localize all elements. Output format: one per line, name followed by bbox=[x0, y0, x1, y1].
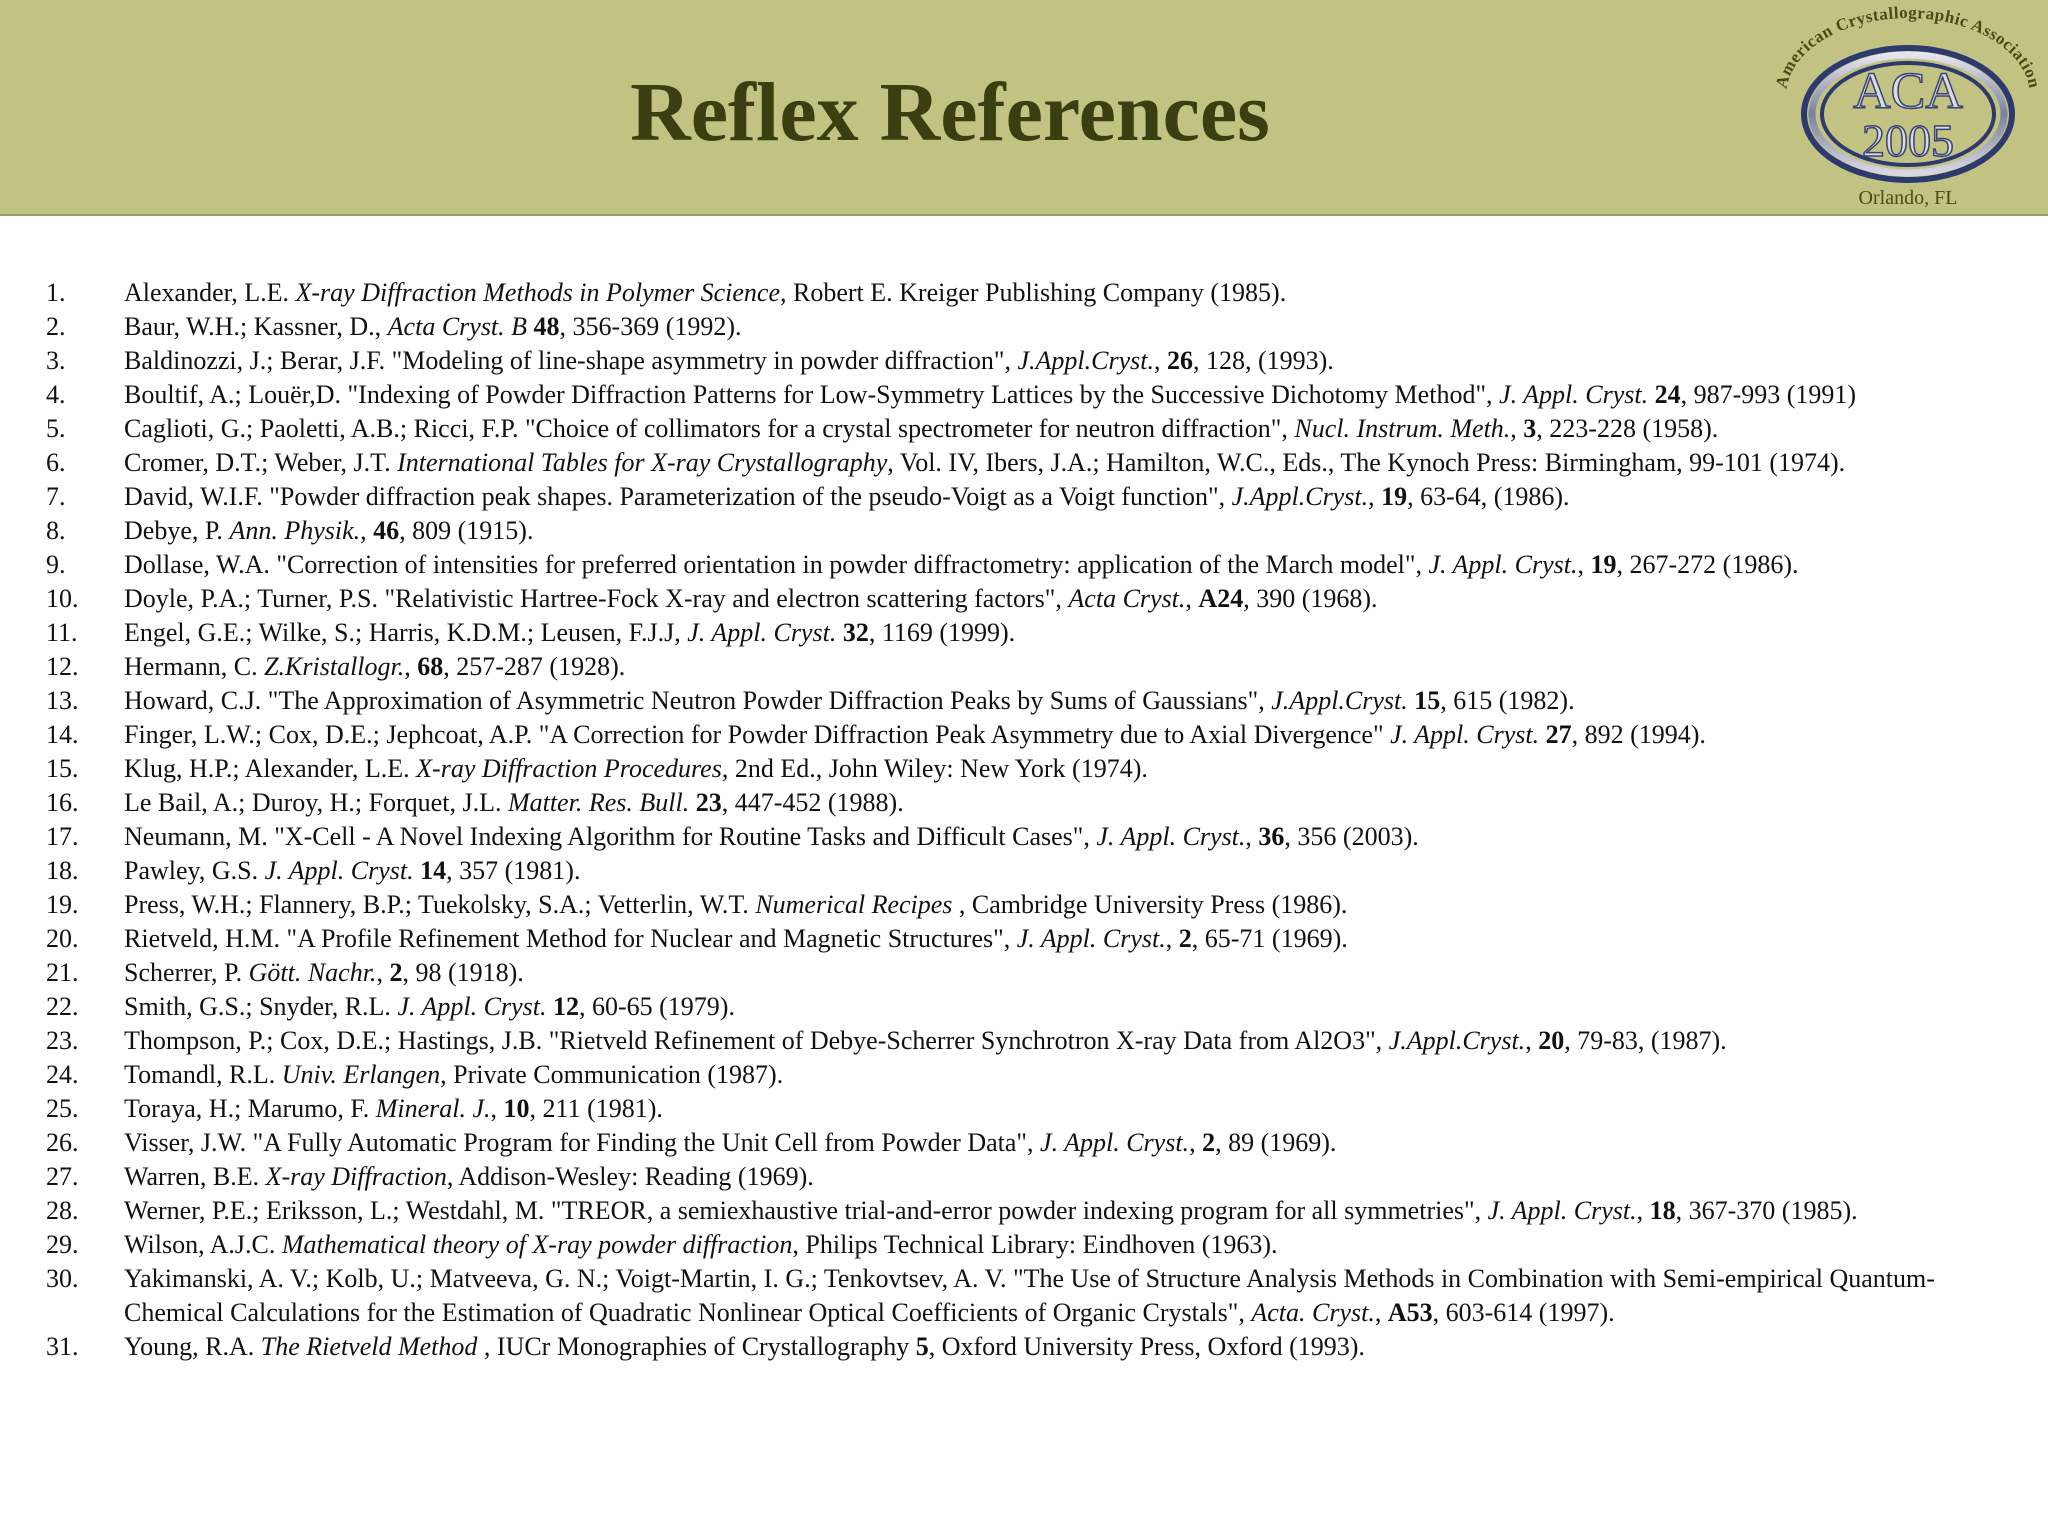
reference-number: 29. bbox=[46, 1230, 79, 1259]
reference-text: , 390 (1968). bbox=[1243, 584, 1378, 613]
reference-italic-text: Acta. Cryst. bbox=[1251, 1298, 1375, 1327]
reference-text: , bbox=[1245, 822, 1259, 851]
reference-volume: A24 bbox=[1198, 584, 1244, 613]
reference-text: Alexander, L.E. bbox=[124, 278, 296, 307]
reference-italic-text: J. Appl. Cryst. bbox=[687, 618, 837, 647]
reference-number: 16. bbox=[46, 788, 79, 817]
reference-volume: 68 bbox=[417, 652, 444, 681]
reference-italic-text: Acta Cryst. bbox=[1068, 584, 1186, 613]
reference-text: , 60-65 (1979). bbox=[578, 992, 735, 1021]
logo-location-text: Orlando, FL bbox=[1858, 187, 1958, 209]
reference-text: , Oxford University Press, Oxford (1993). bbox=[928, 1332, 1365, 1361]
reference-text: Klug, H.P.; Alexander, L.E. bbox=[124, 754, 417, 783]
reference-item bbox=[0, 616, 2048, 650]
reference-item bbox=[0, 990, 2048, 1024]
reference-text: , 603-614 (1997). bbox=[1432, 1298, 1615, 1327]
reference-number: 21. bbox=[46, 958, 79, 987]
reference-text: Dollase, W.A. "Correction of intensities for preferred orientation in powder diffractometry: application of the March model", bbox=[124, 550, 1429, 579]
reference-volume: 5 bbox=[915, 1332, 929, 1361]
reference-text: , bbox=[1510, 414, 1524, 443]
reference-text: Baur, W.H.; Kassner, D., bbox=[124, 312, 388, 341]
reference-italic-text: Gött. Nachr. bbox=[248, 958, 377, 987]
reference-number: 24. bbox=[46, 1060, 79, 1089]
reference-volume: 20 bbox=[1538, 1026, 1565, 1055]
reference-italic-text: J. Appl. Cryst. bbox=[1499, 380, 1649, 409]
reference-italic-text: Mineral. J. bbox=[375, 1094, 491, 1123]
logo-year-text: 2005 bbox=[1862, 115, 1954, 166]
reference-number: 4. bbox=[46, 380, 66, 409]
reference-text: , 79-83, (1987). bbox=[1564, 1026, 1727, 1055]
reference-number: 7. bbox=[46, 482, 66, 511]
reference-text: Le Bail, A.; Duroy, H.; Forquet, J.L. bbox=[124, 788, 508, 817]
reference-number: 15. bbox=[46, 754, 79, 783]
reference-text: Smith, G.S.; Snyder, R.L. bbox=[124, 992, 398, 1021]
reference-text: David, W.I.F. "Powder diffraction peak shapes. Parameterization of the pseudo-Voigt as a Voigt function", bbox=[124, 482, 1232, 511]
reference-number: 18. bbox=[46, 856, 79, 885]
reference-volume: 36 bbox=[1258, 822, 1285, 851]
reference-volume: 12 bbox=[552, 992, 579, 1021]
reference-text: Thompson, P.; Cox, D.E.; Hastings, J.B. "Rietveld Refinement of Debye-Scherrer Synchrotron X-ray Data from Al2O3", bbox=[124, 1026, 1389, 1055]
reference-italic-text: International Tables for X-ray Crystallography bbox=[397, 448, 888, 477]
reference-item bbox=[0, 548, 2048, 582]
reference-text: Howard, C.J. "The Approximation of Asymmetric Neutron Powder Diffraction Peaks by Sums of Gaussians", bbox=[124, 686, 1272, 715]
reference-text: , 809 (1915). bbox=[399, 516, 534, 545]
reference-text: , 367-370 (1985). bbox=[1675, 1196, 1858, 1225]
reference-volume: 24 bbox=[1654, 380, 1681, 409]
reference-item bbox=[0, 378, 2048, 412]
reference-number: 19. bbox=[46, 890, 79, 919]
reference-italic-text: J. Appl. Cryst. bbox=[1390, 720, 1540, 749]
reference-volume: 46 bbox=[373, 516, 400, 545]
reference-number: 11. bbox=[46, 618, 78, 647]
reference-volume: 15 bbox=[1414, 686, 1441, 715]
logo-arc-text: American Crystallographic Association bbox=[1771, 6, 2045, 91]
reference-text: , Vol. IV, Ibers, J.A.; Hamilton, W.C., Eds., The Kynoch Press: Birmingham, 99-101 (1974). bbox=[887, 448, 1846, 477]
reference-number: 28. bbox=[46, 1196, 79, 1225]
reference-text: Hermann, C. bbox=[124, 652, 265, 681]
reference-text: , bbox=[1153, 346, 1167, 375]
reference-text: Boultif, A.; Louër,D. "Indexing of Powder Diffraction Patterns for Low-Symmetry Lattices by the Successive Dichotomy Method", bbox=[124, 380, 1500, 409]
reference-item bbox=[0, 1228, 2048, 1262]
reference-text: , 89 (1969). bbox=[1215, 1128, 1337, 1157]
reference-item bbox=[0, 344, 2048, 378]
reference-number: 26. bbox=[46, 1128, 79, 1157]
reference-volume: A53 bbox=[1387, 1298, 1433, 1327]
reference-number: 8. bbox=[46, 516, 66, 545]
reference-item bbox=[0, 310, 2048, 344]
reference-text: , IUCr Monographies of Crystallography bbox=[477, 1332, 916, 1361]
reference-number: 5. bbox=[46, 414, 66, 443]
reference-number: 13. bbox=[46, 686, 79, 715]
reference-italic-text: Univ. Erlangen bbox=[281, 1060, 441, 1089]
reference-volume: 2 bbox=[1202, 1128, 1216, 1157]
reference-text: , 987-993 (1991) bbox=[1680, 380, 1857, 409]
reference-text: Engel, G.E.; Wilke, S.; Harris, K.D.M.; Leusen, F.J.J, bbox=[124, 618, 688, 647]
reference-text: , bbox=[1577, 550, 1591, 579]
reference-text: , 2nd Ed., John Wiley: New York (1974). bbox=[721, 754, 1148, 783]
reference-number: 17. bbox=[46, 822, 79, 851]
reference-item bbox=[0, 514, 2048, 548]
reference-number: 10. bbox=[46, 584, 79, 613]
reference-text: Scherrer, P. bbox=[124, 958, 249, 987]
reference-text: , 357 (1981). bbox=[446, 856, 581, 885]
title-banner bbox=[0, 0, 2048, 216]
reference-text: , Philips Technical Library: Eindhoven (1963). bbox=[792, 1230, 1278, 1259]
reference-text: , bbox=[1525, 1026, 1539, 1055]
reference-text: , 63-64, (1986). bbox=[1407, 482, 1570, 511]
reference-item bbox=[0, 922, 2048, 956]
reference-number: 31. bbox=[46, 1332, 79, 1361]
reference-item bbox=[0, 1024, 2048, 1058]
reference-item bbox=[0, 752, 2048, 786]
reference-number: 3. bbox=[46, 346, 66, 375]
reference-item bbox=[0, 820, 2048, 854]
reference-text: , 257-287 (1928). bbox=[443, 652, 626, 681]
reference-text: , 447-452 (1988). bbox=[721, 788, 904, 817]
reference-text: , bbox=[376, 958, 390, 987]
reference-item bbox=[0, 888, 2048, 922]
reference-item bbox=[0, 1058, 2048, 1092]
reference-italic-text: J. Appl. Cryst. bbox=[1487, 1196, 1637, 1225]
reference-number: 25. bbox=[46, 1094, 79, 1123]
reference-text: Caglioti, G.; Paoletti, A.B.; Ricci, F.P. "Choice of collimators for a crystal spectrometer for neutron diffraction", bbox=[124, 414, 1295, 443]
reference-text: Rietveld, H.M. "A Profile Refinement Method for Nuclear and Magnetic Structures", bbox=[124, 924, 1017, 953]
reference-text: , Robert E. Kreiger Publishing Company (1985). bbox=[780, 278, 1287, 307]
reference-text: , bbox=[404, 652, 418, 681]
reference-text: , Private Communication (1987). bbox=[440, 1060, 784, 1089]
reference-text: , 615 (1982). bbox=[1440, 686, 1575, 715]
reference-text: Doyle, P.A.; Turner, P.S. "Relativistic Hartree-Fock X-ray and electron scattering factors", bbox=[124, 584, 1069, 613]
reference-item bbox=[0, 412, 2048, 446]
reference-number: 12. bbox=[46, 652, 79, 681]
reference-italic-text: J. Appl. Cryst. bbox=[1428, 550, 1578, 579]
reference-italic-text: J.Appl.Cryst. bbox=[1388, 1026, 1526, 1055]
reference-volume: 10 bbox=[503, 1094, 530, 1123]
reference-italic-text: The Rietveld Method bbox=[260, 1332, 478, 1361]
reference-item bbox=[0, 480, 2048, 514]
logo-aca-text: ACA bbox=[1853, 63, 1963, 120]
reference-number: 20. bbox=[46, 924, 79, 953]
reference-italic-text: X-ray Diffraction Methods in Polymer Science bbox=[295, 278, 780, 307]
reference-italic-text: Matter. Res. Bull. bbox=[507, 788, 690, 817]
reference-italic-text: Numerical Recipes bbox=[755, 890, 953, 919]
reference-text: Baldinozzi, J.; Berar, J.F. "Modeling of line-shape asymmetry in powder diffraction", bbox=[124, 346, 1018, 375]
reference-italic-text: J.Appl.Cryst. bbox=[1017, 346, 1154, 375]
reference-italic-text: J. Appl. Cryst. bbox=[1016, 924, 1166, 953]
reference-item bbox=[0, 854, 2048, 888]
reference-volume: 18 bbox=[1649, 1196, 1676, 1225]
reference-number: 1. bbox=[46, 278, 66, 307]
reference-volume: 32 bbox=[842, 618, 869, 647]
reference-italic-text: Acta Cryst. B bbox=[387, 312, 528, 341]
reference-text: , bbox=[1165, 924, 1179, 953]
reference-item bbox=[0, 650, 2048, 684]
reference-text: , bbox=[1189, 1128, 1203, 1157]
reference-number: 27. bbox=[46, 1162, 79, 1191]
reference-text: , 65-71 (1969). bbox=[1191, 924, 1348, 953]
reference-item bbox=[0, 1126, 2048, 1160]
reference-item bbox=[0, 786, 2048, 820]
reference-volume: 2 bbox=[389, 958, 403, 987]
reference-volume: 48 bbox=[533, 312, 560, 341]
page-title: Reflex References bbox=[630, 66, 1270, 159]
reference-volume: 2 bbox=[1178, 924, 1192, 953]
reference-volume: 23 bbox=[695, 788, 722, 817]
reference-text: , Addison-Wesley: Reading (1969). bbox=[446, 1162, 814, 1191]
reference-italic-text: Nucl. Instrum. Meth. bbox=[1294, 414, 1511, 443]
reference-number: 2. bbox=[46, 312, 66, 341]
reference-number: 22. bbox=[46, 992, 79, 1021]
reference-text: Tomandl, R.L. bbox=[124, 1060, 282, 1089]
reference-italic-text: X-ray Diffraction bbox=[265, 1162, 447, 1191]
reference-italic-text: X-ray Diffraction Procedures bbox=[416, 754, 722, 783]
reference-text: Young, R.A. bbox=[124, 1332, 261, 1361]
reference-text: , bbox=[1185, 584, 1199, 613]
reference-text: Finger, L.W.; Cox, D.E.; Jephcoat, A.P. "A Correction for Powder Diffraction Peak Asymmetry due to Axial Divergence" bbox=[124, 720, 1391, 749]
reference-item bbox=[0, 956, 2048, 990]
reference-text: Press, W.H.; Flannery, B.P.; Tuekolsky, S.A.; Vetterlin, W.T. bbox=[124, 890, 756, 919]
reference-item bbox=[0, 1160, 2048, 1194]
reference-volume: 27 bbox=[1545, 720, 1572, 749]
reference-list bbox=[0, 276, 2048, 1364]
reference-text: , 98 (1918). bbox=[402, 958, 524, 987]
reference-volume: 26 bbox=[1166, 346, 1193, 375]
reference-italic-text: J.Appl.Cryst. bbox=[1271, 686, 1408, 715]
reference-text: Debye, P. bbox=[124, 516, 230, 545]
reference-number: 14. bbox=[46, 720, 79, 749]
reference-text: Toraya, H.; Marumo, F. bbox=[124, 1094, 376, 1123]
reference-text: , 267-272 (1986). bbox=[1616, 550, 1799, 579]
reference-text: , Cambridge University Press (1986). bbox=[952, 890, 1348, 919]
reference-item bbox=[0, 684, 2048, 718]
reference-text: Visser, J.W. "A Fully Automatic Program for Finding the Unit Cell from Powder Data", bbox=[124, 1128, 1041, 1157]
reference-item bbox=[0, 718, 2048, 752]
reference-italic-text: J. Appl. Cryst. bbox=[264, 856, 414, 885]
reference-italic-text: J.Appl.Cryst. bbox=[1231, 482, 1369, 511]
reference-item bbox=[0, 446, 2048, 480]
reference-text: , 356-369 (1992). bbox=[559, 312, 742, 341]
reference-number: 23. bbox=[46, 1026, 79, 1055]
reference-text: Cromer, D.T.; Weber, J.T. bbox=[124, 448, 398, 477]
reference-text: , bbox=[1368, 482, 1382, 511]
reference-item bbox=[0, 1092, 2048, 1126]
reference-text: , 892 (1994). bbox=[1571, 720, 1706, 749]
reference-text: , bbox=[1636, 1196, 1650, 1225]
reference-item bbox=[0, 582, 2048, 616]
reference-number: 9. bbox=[46, 550, 66, 579]
reference-text: Pawley, G.S. bbox=[124, 856, 265, 885]
reference-text: , 1169 (1999). bbox=[868, 618, 1016, 647]
reference-text: , 211 (1981). bbox=[529, 1094, 663, 1123]
reference-text: Werner, P.E.; Eriksson, L.; Westdahl, M. "TREOR, a semiexhaustive trial-and-error powder indexing program for all symmetries", bbox=[124, 1196, 1488, 1225]
reference-volume: 14 bbox=[420, 856, 447, 885]
reference-volume: 19 bbox=[1590, 550, 1617, 579]
reference-item bbox=[0, 276, 2048, 310]
reference-text: , 223-228 (1958). bbox=[1536, 414, 1719, 443]
reference-text: Wilson, A.J.C. bbox=[124, 1230, 282, 1259]
reference-text: Warren, B.E. bbox=[124, 1162, 266, 1191]
reference-italic-text: Mathematical theory of X-ray powder diffraction bbox=[281, 1230, 793, 1259]
reference-text: , 128, (1993). bbox=[1192, 346, 1334, 375]
reference-item bbox=[0, 1262, 2048, 1330]
reference-text: , bbox=[360, 516, 374, 545]
reference-item bbox=[0, 1330, 2048, 1364]
aca-2005-logo bbox=[1768, 6, 2048, 212]
reference-volume: 3 bbox=[1523, 414, 1537, 443]
reference-italic-text: J. Appl. Cryst. bbox=[1040, 1128, 1190, 1157]
reference-italic-text: Z.Kristallogr. bbox=[264, 652, 405, 681]
reference-text: Neumann, M. "X-Cell - A Novel Indexing Algorithm for Routine Tasks and Difficult Cases", bbox=[124, 822, 1097, 851]
reference-item bbox=[0, 1194, 2048, 1228]
reference-italic-text: J. Appl. Cryst. bbox=[397, 992, 547, 1021]
reference-italic-text: J. Appl. Cryst. bbox=[1096, 822, 1246, 851]
reference-text: Yakimanski, A. V.; Kolb, U.; Matveeva, G. N.; Voigt-Martin, I. G.; Tenkovtsev, A. V. "The Use of Structure Analysis Methods in Combination with Semi-empirical Quantum-Chemical Calculations for the Estimation of Quadratic Nonlinear Optical Coefficients of Organic Crystals", bbox=[124, 1264, 1935, 1327]
reference-text: , 356 (2003). bbox=[1284, 822, 1419, 851]
reference-italic-text: Ann. Physik. bbox=[229, 516, 361, 545]
reference-number: 6. bbox=[46, 448, 66, 477]
reference-number: 30. bbox=[46, 1264, 79, 1293]
reference-text: , bbox=[490, 1094, 504, 1123]
reference-volume: 19 bbox=[1381, 482, 1408, 511]
reference-text: , bbox=[1374, 1298, 1388, 1327]
